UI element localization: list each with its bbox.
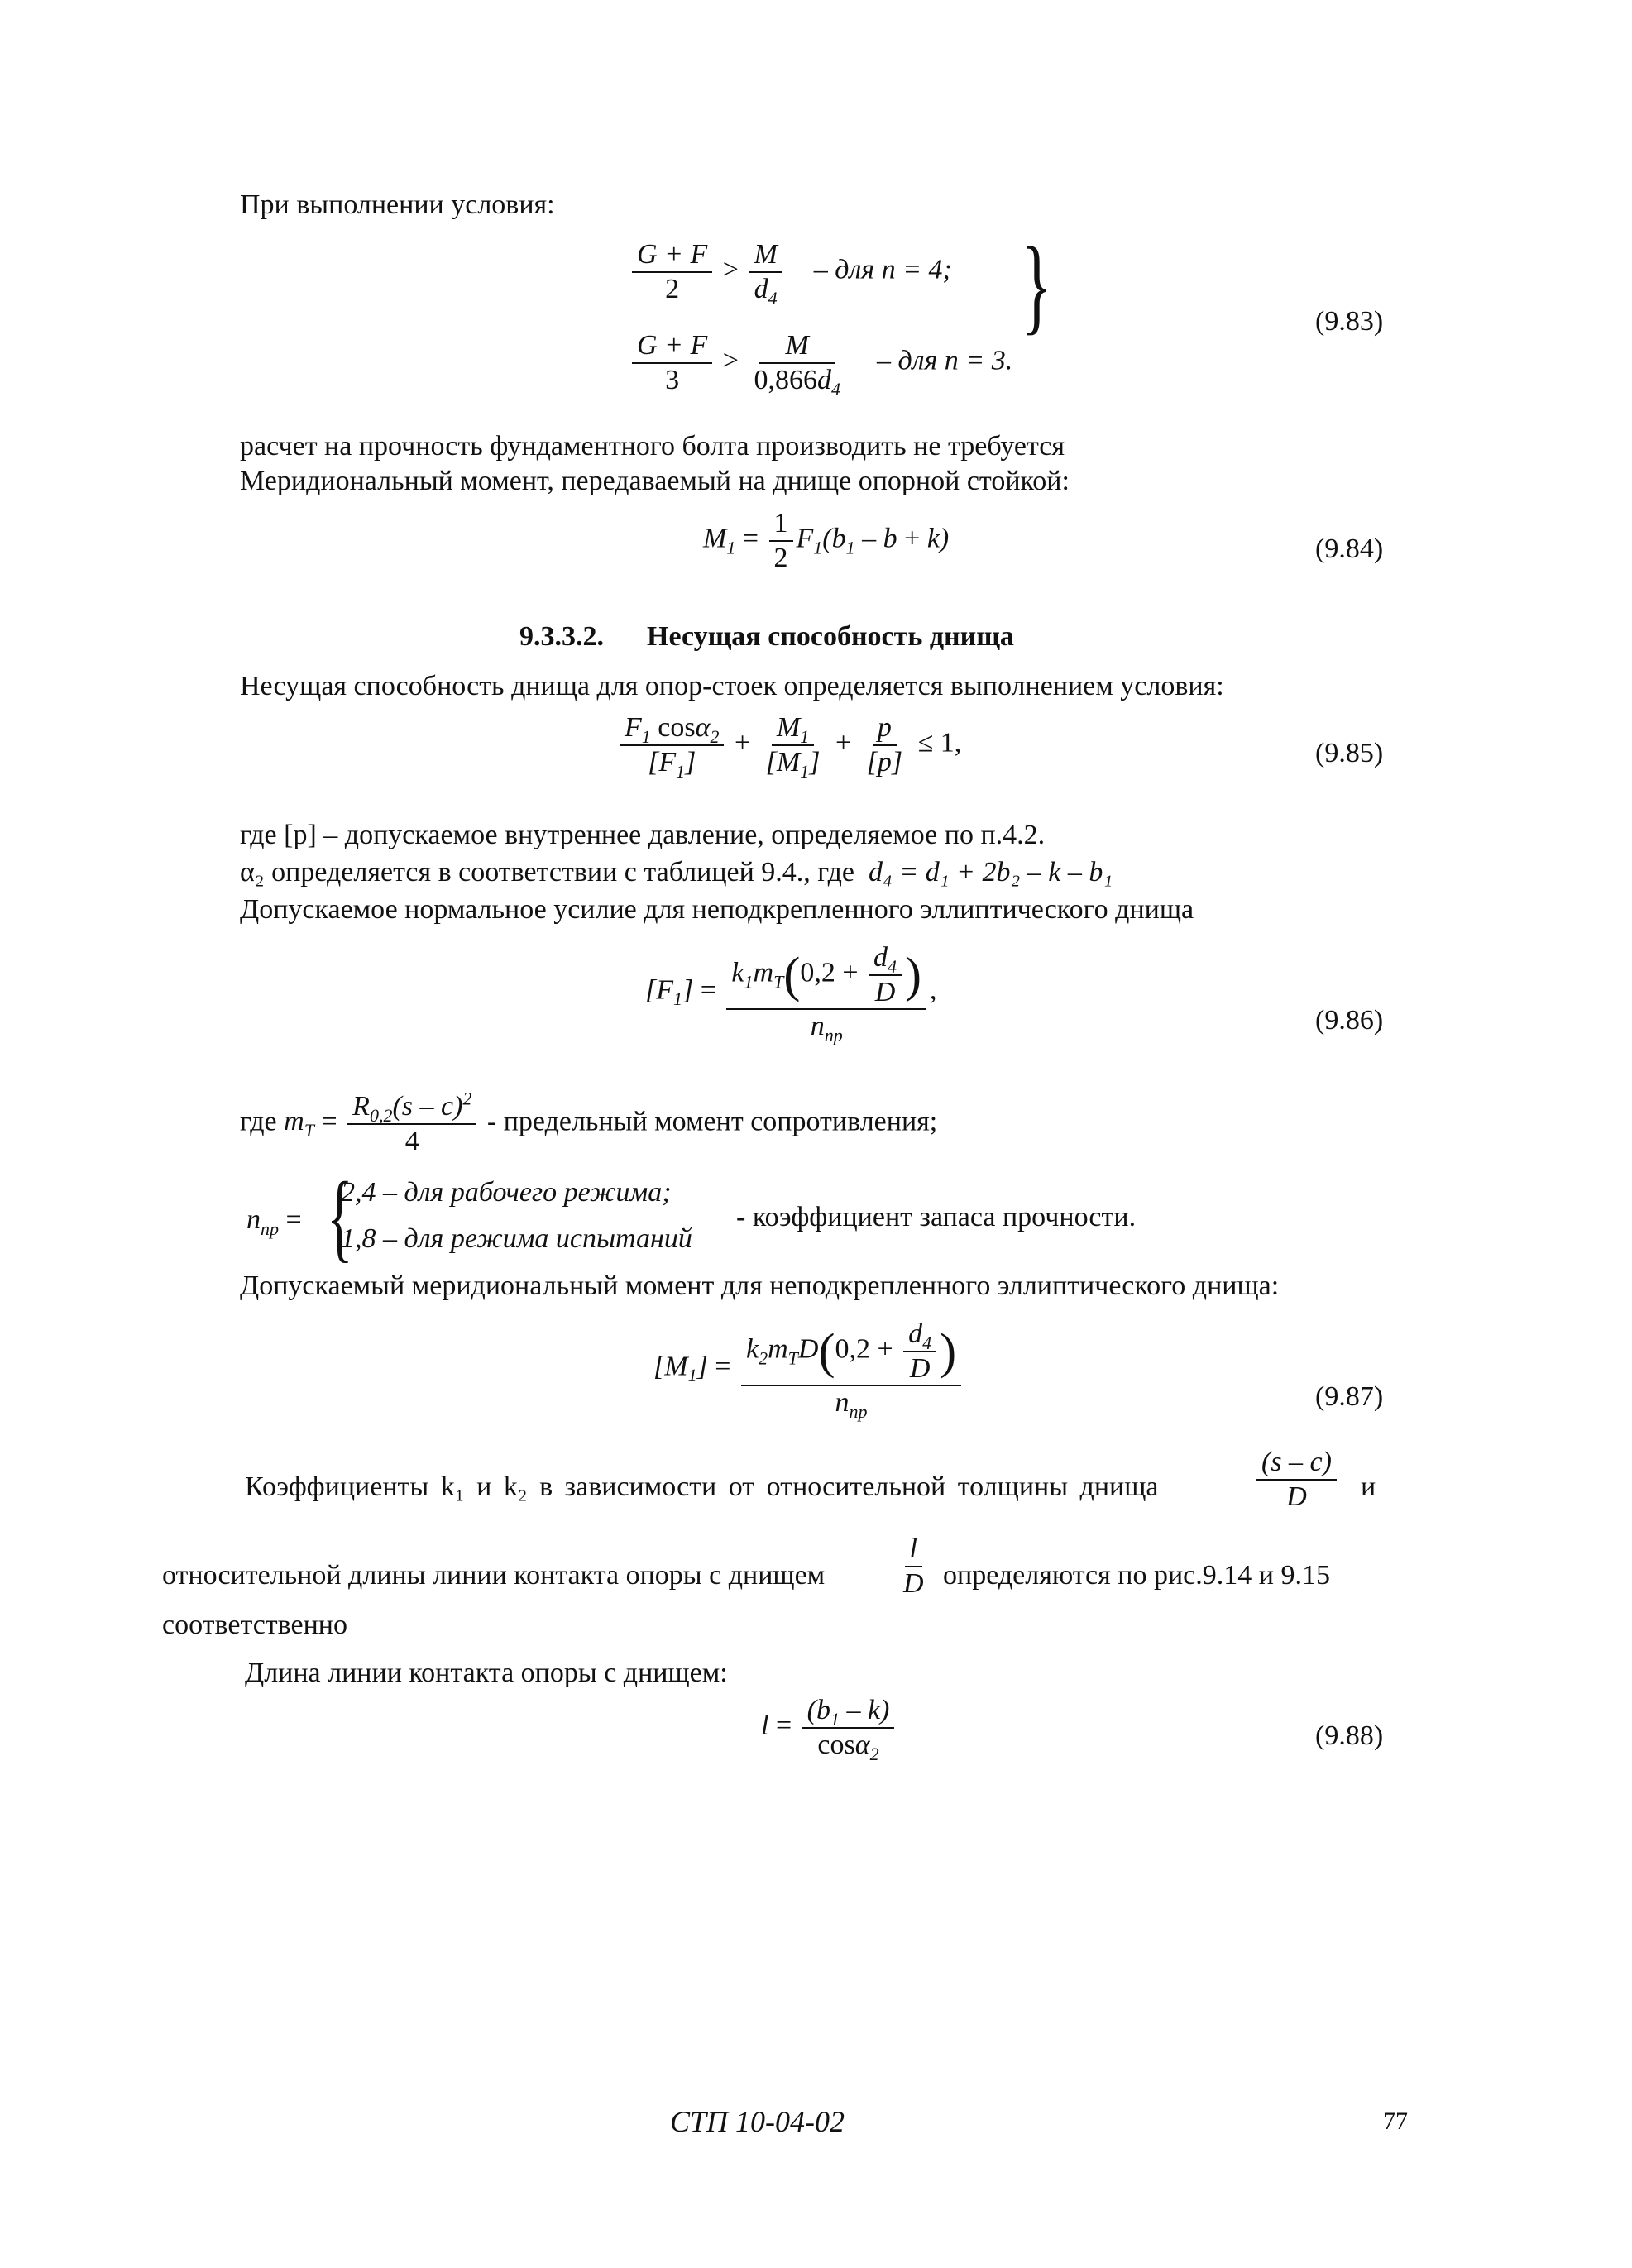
coef-line-b-end: определяются по рис.9.14 и 9.15	[943, 1560, 1330, 1591]
moment-allow-intro-text: Допускаемый меридиональный момент для неподкрепленного эллиптического днища:	[240, 1270, 1280, 1301]
coef-line-c: соответственно	[162, 1610, 348, 1640]
section-number: 9.3.3.2.	[519, 621, 604, 652]
alpha-line-a: α₂ определяется в соответствии с таблицей 9.4., где	[240, 857, 854, 888]
footer-doc-code: СТП 10-04-02	[670, 2105, 845, 2138]
npr-suffix: - коэффициент запаса прочности.	[736, 1202, 1137, 1232]
npr-symbol: $n_{пр}$ =	[246, 1204, 302, 1239]
alpha-line	[240, 856, 1113, 888]
coef-line-a-end: и	[1361, 1471, 1376, 1502]
coef-line-a: Коэффициенты k₁ и k₂ в зависимости от относительной толщины днища	[245, 1471, 1159, 1502]
where-mt-prefix: где	[240, 1106, 277, 1137]
formula-9-87: $[M_1]$ = $k_2m_TD(0,2$ + $\frac{d_4}{D}$ ) $n_{пр}$	[653, 1319, 964, 1418]
formula-9-85: $\frac{F_1 \cos\alpha_2}{[F_1]}$ + $\frac{M_1}{[M_1]}$ + $\frac{p}{[p]}$ ≤ 1,	[616, 713, 961, 777]
intro-text: При выполнении условия:	[240, 189, 555, 220]
section-title: Несущая способность днища	[647, 621, 1014, 652]
eq-number-9-83: (9.83)	[1315, 306, 1384, 337]
where-p-text: где [p] – допускаемое внутреннее давление, определяемое по п.4.2.	[240, 820, 1046, 850]
npr-brace: {	[326, 1161, 353, 1271]
formula-rel-thickness: $\frac{(s - c)}{D}$	[1253, 1447, 1340, 1511]
npr-test: 1,8 – для режима испытаний	[341, 1223, 692, 1254]
where-mt-line: где $m_T$ = $\frac{R_{0,2}(s - c)^2}{4}$ - предельный момент сопротивления;	[240, 1088, 938, 1156]
eq-number-9-86: (9.86)	[1315, 1005, 1384, 1036]
eq-number-9-87: (9.87)	[1315, 1381, 1384, 1412]
where-mt-suffix: - предельный момент сопротивления;	[486, 1106, 938, 1137]
moment-intro-text: Меридиональный момент, передаваемый на днище опорной стойкой:	[240, 466, 1070, 496]
eq-number-9-88: (9.88)	[1315, 1720, 1384, 1751]
formula-9-83-line1: $\frac{G + F}{2}$ > $\frac{M}{d_4}$ – для n = 4;	[629, 240, 952, 304]
eq-number-9-84: (9.84)	[1315, 534, 1384, 564]
formula-9-88: l = $\frac{(b_1 - k)}{\cos\alpha_2}$	[761, 1696, 897, 1759]
npr-work: 2,4 – для рабочего режима;	[341, 1177, 672, 1208]
alpha-line-b: d₄ = d₁ + 2b₂ – k – b₁	[868, 857, 1113, 888]
formula-9-84: $M_1$ = $\frac{1}{2}$ $F_1(b_1 - b + k)$	[703, 508, 950, 573]
page-number: 77	[1383, 2108, 1408, 2135]
no-calc-text: расчет на прочность фундаментного болта производить не требуется	[240, 431, 1065, 462]
formula-9-86: $[F_1]$ = $k_1m_T(0,2$ + $\frac{d_4}{D}$ ) $n_{пр}$ ,	[645, 942, 937, 1046]
condition-n3: – для n = 3.	[876, 345, 1013, 376]
normal-force-intro-text: Допускаемое нормальное усилие для неподкрепленного эллиптического днища	[240, 894, 1194, 925]
coef-line-b: относительной длины линии контакта опоры с днищем	[162, 1560, 826, 1591]
capacity-intro-text: Несущая способность днища для опор-стоек определяется выполнением условия:	[240, 671, 1224, 701]
formula-9-83-line2: $\frac{G + F}{3}$ > $\frac{M}{0,866d_4}$ – для n = 3.	[629, 331, 1012, 395]
formula-9-83-brace: }	[1021, 226, 1052, 345]
formula-rel-length: $\frac{l}{D}$	[903, 1534, 924, 1599]
eq-number-9-85: (9.85)	[1315, 738, 1384, 768]
length-intro-text: Длина линии контакта опоры с днищем:	[245, 1658, 728, 1688]
condition-n4: – для n = 4;	[813, 254, 952, 285]
